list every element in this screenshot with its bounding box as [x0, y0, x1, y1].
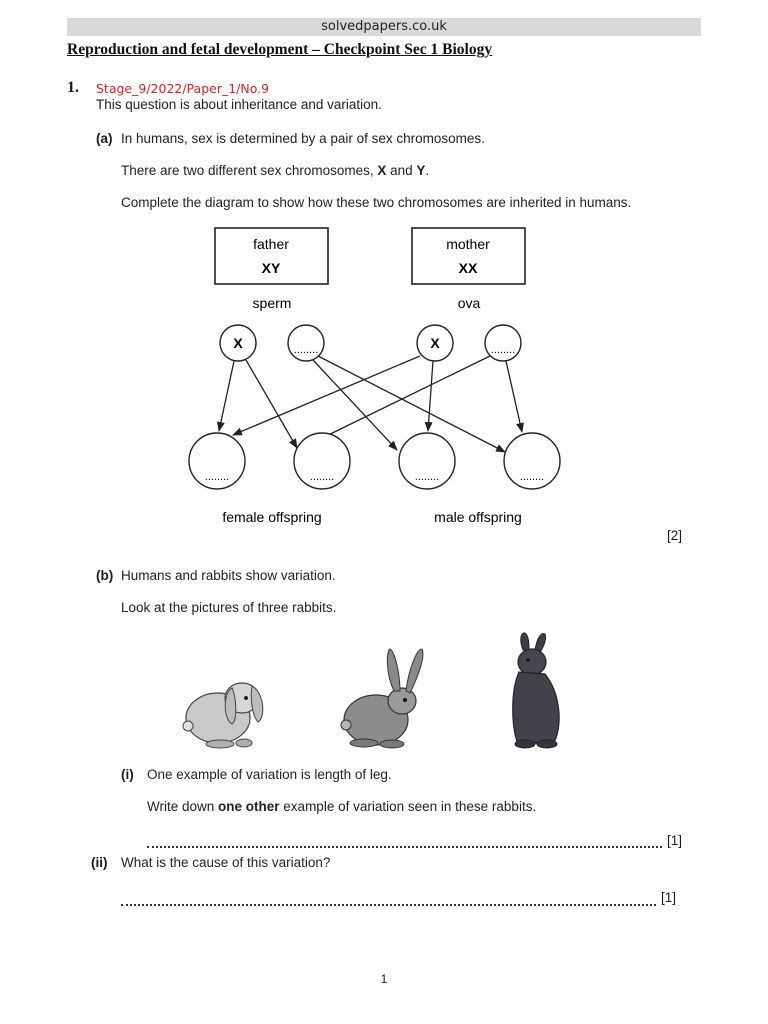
- question-intro: This question is about inheritance and variation.: [96, 97, 382, 112]
- arrow-ovum-x-to-male1: [428, 361, 433, 431]
- page-number: 1: [380, 972, 388, 986]
- sperm-label: sperm: [252, 295, 292, 311]
- part-b-ii-label: (ii): [91, 855, 108, 870]
- answer-line-b-i[interactable]: [147, 846, 662, 848]
- sperm-x-text: X: [233, 335, 243, 351]
- mother-chromosomes: XX: [458, 260, 478, 276]
- arrow-sperm-x-to-female2: [246, 360, 297, 448]
- mother-label: mother: [446, 236, 490, 252]
- rabbit-lop-eared-image: [180, 668, 270, 750]
- part-a-line3: Complete the diagram to show how these two chromosomes are inherited in humans.: [121, 195, 632, 210]
- part-a-marks: [2]: [667, 528, 683, 543]
- question-number: 1.: [67, 79, 79, 96]
- ova-label: ova: [457, 295, 481, 311]
- part-b-i-line1: One example of variation is length of leg.: [147, 767, 392, 782]
- sperm-blank-text: ........: [293, 344, 319, 356]
- part-b-label: (b): [96, 568, 114, 583]
- father-label: father: [253, 236, 289, 252]
- male-offspring-label: male offspring: [434, 509, 522, 525]
- part-b-i-line2: [147, 799, 536, 814]
- part-b-line2: Look at the pictures of three rabbits.: [121, 600, 337, 615]
- site-header: solvedpapers.co.uk: [67, 18, 701, 36]
- father-chromosomes: XY: [261, 260, 281, 276]
- rabbit-upright-ears-image: [340, 645, 430, 750]
- chromosome-y-text: Y: [416, 163, 426, 178]
- part-a-label: (a): [96, 131, 113, 146]
- ovum-blank-text: ........: [490, 344, 516, 356]
- answer-line-b-ii[interactable]: [121, 904, 656, 906]
- part-b-i-line2-bold: one other: [218, 799, 280, 814]
- part-b-i-marks: [1]: [667, 833, 683, 848]
- part-b-ii-line1: What is the cause of this variation?: [121, 855, 331, 870]
- part-a-line2-and: and: [386, 163, 417, 178]
- part-b-ii-marks: [1]: [661, 890, 677, 905]
- question-reference: Stage_9/2022/Paper_1/No.9: [96, 81, 270, 96]
- arrow-sperm-x-to-female1: [219, 361, 234, 431]
- arrow-ovum-x-to-female1: [233, 356, 420, 435]
- part-b-i-label: (i): [121, 767, 134, 782]
- inheritance-arrows: [219, 356, 522, 452]
- part-b-line1: Humans and rabbits show variation.: [121, 568, 336, 583]
- arrow-ovum-blank-to-male2: [506, 361, 522, 432]
- offspring-blank-2: ........: [309, 471, 335, 483]
- arrow-ovum-blank-to-female2: [314, 356, 490, 442]
- offspring-blank-4: ........: [519, 471, 545, 483]
- part-a-line2-suffix: .: [425, 163, 430, 178]
- female-offspring-label: female offspring: [222, 509, 322, 525]
- part-b-i-line2-prefix: Write down: [147, 799, 219, 814]
- document-title: Reproduction and fetal development – Checkpoint Sec 1 Biology: [67, 41, 493, 58]
- ovum-x-text-1: X: [430, 335, 440, 351]
- part-a-line2-prefix: There are two different sex chromosomes,: [121, 163, 378, 178]
- offspring-blank-1: ........: [204, 471, 230, 483]
- rabbit-dark-sitting-image: [505, 632, 567, 750]
- chromosome-x-text: X: [377, 163, 387, 178]
- offspring-blank-3: ........: [414, 471, 440, 483]
- part-a-line1: In humans, sex is determined by a pair of sex chromosomes.: [121, 131, 485, 146]
- part-b-i-line2-suffix: example of variation seen in these rabbits.: [279, 799, 537, 814]
